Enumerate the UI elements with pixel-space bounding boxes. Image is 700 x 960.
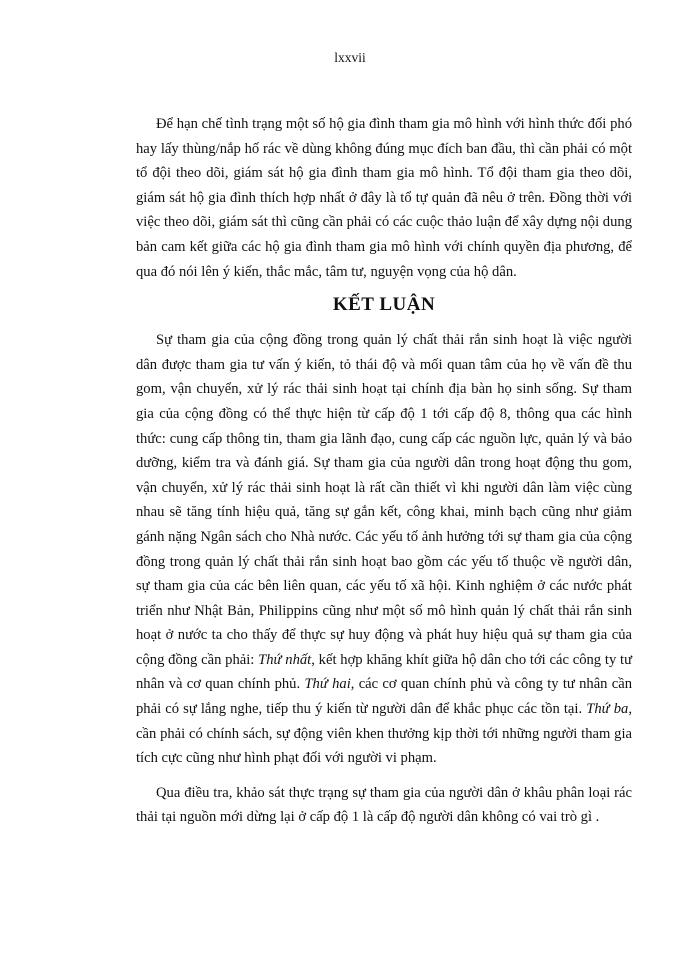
conclusion-text-part-2: , kết hợp khăng khít giữa hộ dân cho tới các công ty tư nhân và cơ quan chính phủ. [136, 651, 632, 693]
emphasis-third: Thứ ba [586, 701, 629, 718]
conclusion-text-part-3: , các cơ quan chính phủ và công ty tư nhân cần phải có sự lắng nghe, tiếp thu ý kiến từ người dân để khắc phục các tồn tại. [136, 676, 633, 718]
emphasis-second: Thứ hai [304, 676, 351, 693]
document-body [136, 112, 632, 830]
paragraph-survey: Qua điều tra, khảo sát thực trạng sự tham gia của người dân ở khâu phân loại rác thải tại nguồn mới dừng lại ở cấp độ 1 là cấp độ người dân không có vai trò gì . [136, 784, 632, 826]
conclusion-text-part-4: , cần phải có chính sách, sự động viên khen thưởng kịp thời tới những người tham gia tích cực cũng như hình phạt đối với người vi phạm. [136, 701, 632, 767]
section-heading-conclusion: KẾT LUẬN [332, 294, 436, 316]
emphasis-first: Thứ nhất [258, 651, 312, 668]
conclusion-text-part-1: Sự tham gia của cộng đồng trong quản lý chất thải rắn sinh hoạt là việc người dân được tham gia tư vấn ý kiến, tỏ thái độ và mối quan tâm của họ về vấn đề thu gom, vận chuyển, xử lý rác thải sinh hoạt tại chính địa bàn họ sinh sống. Sự tham gia của cộng đồng có thể thực hiện từ cấp độ 1 tới cấp độ 8, thông qua các hình thức: cung cấp thông tin, tham gia lãnh đạo, cung cấp các nguồn lực, quản lý và bảo dưỡng, kiểm tra và đánh giá. Sự tham gia của người dân trong hoạt động thu gom, vận chuyển, xử lý rác thải sinh hoạt là rất cần thiết vì khi người dân làm việc cùng nhau sẽ tăng tính hiệu quả, tăng sự gắn kết, công khai, minh bạch cũng như giảm gánh nặng Ngân sách cho Nhà nước. Các yếu tố ảnh hưởng tới sự tham gia của cộng đồng trong quản lý chất thải rắn sinh hoạt bao gồm các yếu tố thuộc về người dân, sự tham gia của các bên liên quan, các yếu tố xã hội. Kinh nghiệm ở các nước phát triển như Nhật Bản, Philippins cũng như một số mô hình quản lý chất thải rắn sinh hoạt ở nước ta cho thấy để thực sự huy động và phát huy hiệu quả sự tham gia của cộng đồng cần phải: [136, 332, 632, 668]
paragraph-monitoring: Để hạn chế tình trạng một số hộ gia đình tham gia mô hình với hình thức đối phó hay lấy thùng/nắp hố rác về dùng không đúng mục đích ban đầu, thì cần phải có một tổ đội theo dõi, giám sát hộ gia đình tham gia mô hình. Tổ đội tham gia theo dõi, giám sát hộ gia đình thích hợp nhất ở đây là tổ tự quản đã nêu ở trên. Đồng thời với việc theo dõi, giám sát thì cũng cần phải có các cuộc thảo luận để xây dựng nội dung bản cam kết giữa các hộ gia đình tham gia mô hình với chính quyền địa phương, để qua đó nói lên ý kiến, thắc mắc, tâm tư, nguyện vọng của hộ dân. [136, 116, 632, 280]
paragraph-conclusion [136, 328, 632, 771]
page-number: lxxvii [334, 50, 366, 65]
